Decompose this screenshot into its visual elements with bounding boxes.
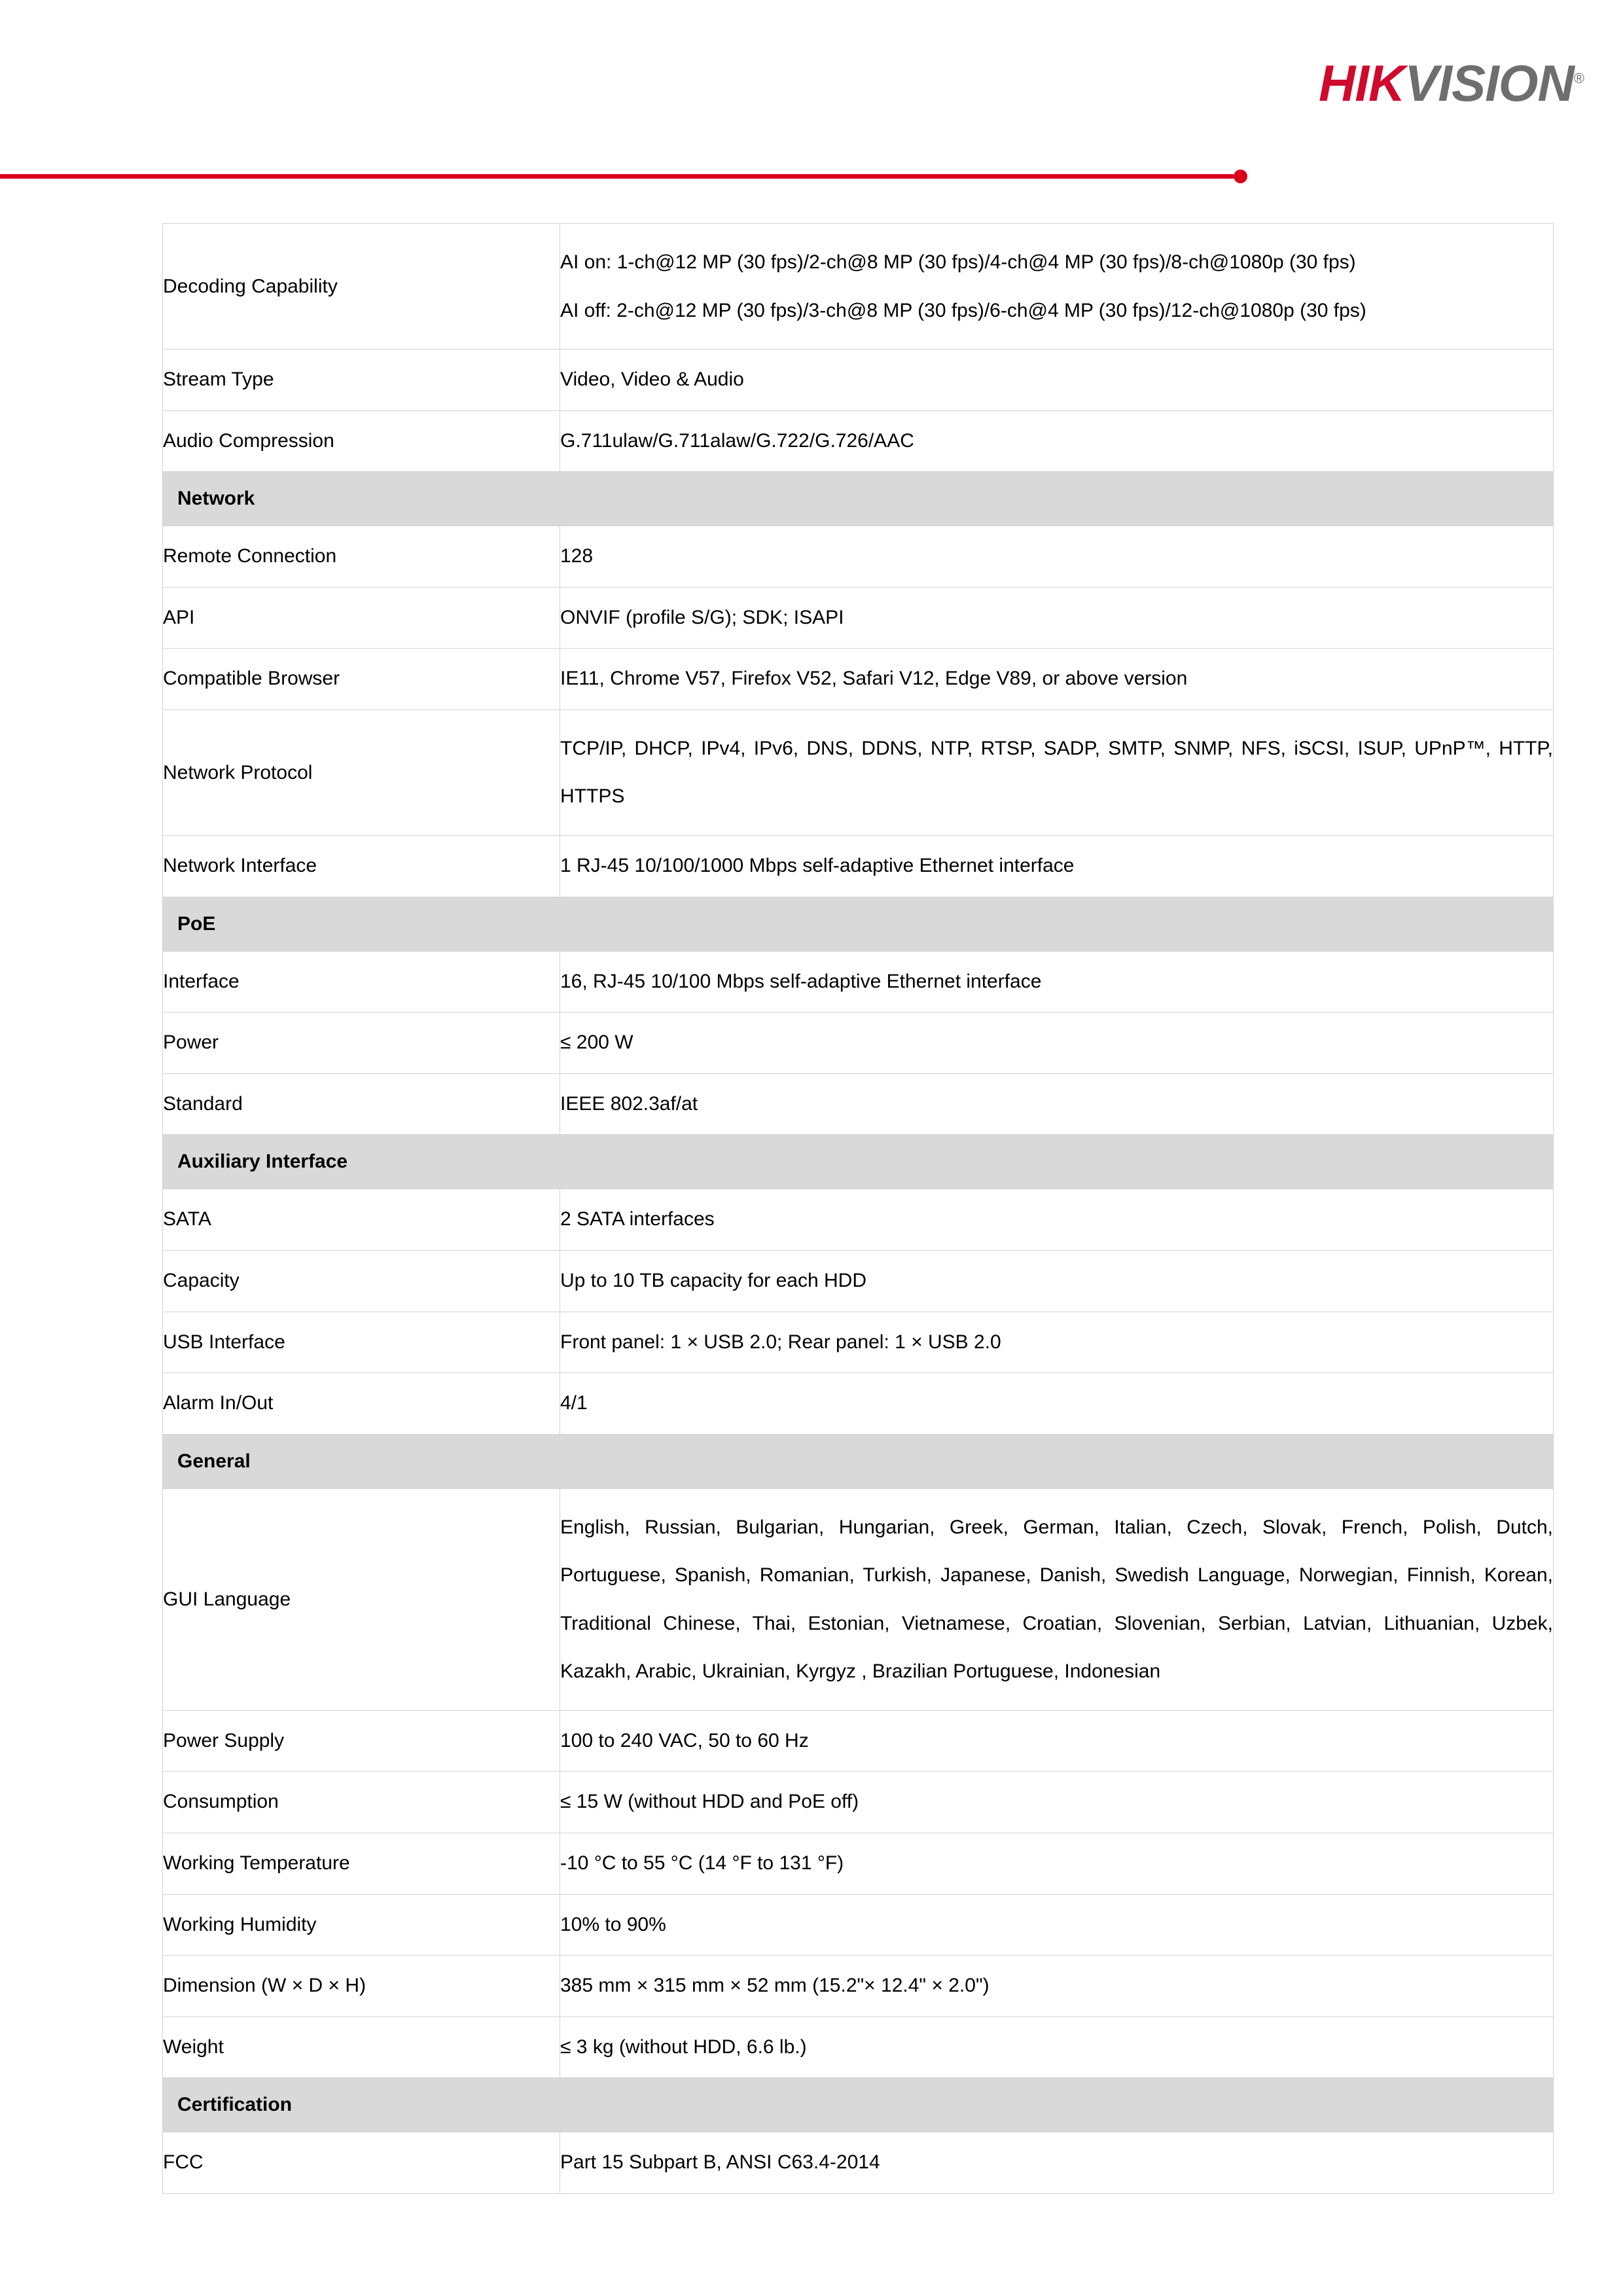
registered-trademark-icon: ® <box>1573 70 1584 86</box>
spec-value-cell: 16, RJ-45 10/100 Mbps self-adaptive Ethernet interface <box>560 951 1554 1013</box>
hikvision-logo <box>1319 54 1584 112</box>
spec-value-cell: 4/1 <box>560 1373 1554 1435</box>
table-row <box>163 1312 1554 1373</box>
header-divider-line <box>0 174 1234 179</box>
section-header-label: Certification <box>163 2078 1554 2132</box>
spec-value-cell: 2 SATA interfaces <box>560 1189 1554 1251</box>
spec-label-cell: Consumption <box>163 1772 560 1833</box>
table-section-header-row <box>163 1434 1554 1488</box>
spec-value-cell: 128 <box>560 526 1554 588</box>
spec-label-cell: Remote Connection <box>163 526 560 588</box>
spec-value-cell: 385 mm × 315 mm × 52 mm (15.2"× 12.4" × 2.0") <box>560 1956 1554 2017</box>
table-row <box>163 1488 1554 1710</box>
table-row <box>163 1894 1554 1956</box>
spec-value-cell: English, Russian, Bulgarian, Hungarian, Greek, German, Italian, Czech, Slovak, French, Polish, Dutch, Portuguese, Spanish, Romanian, Turkish, Japanese, Danish, Swedish Language, Norwegian, Finnish, Korean, Traditional Chinese, Thai, Estonian, Vietnamese, Croatian, Slovenian, Serbian, Latvian, Lithuanian, Uzbek, Kazakh, Arabic, Ukrainian, Kyrgyz , Brazilian Portuguese, Indonesian <box>560 1488 1554 1710</box>
spec-value-cell: ≤ 15 W (without HDD and PoE off) <box>560 1772 1554 1833</box>
table-row <box>163 350 1554 411</box>
section-header-label: PoE <box>163 897 1554 951</box>
header-divider-dot <box>1234 170 1247 183</box>
table-row <box>163 1250 1554 1312</box>
spec-label-cell: Power <box>163 1013 560 1074</box>
table-section-header-row <box>163 472 1554 526</box>
table-row <box>163 1013 1554 1074</box>
table-row <box>163 2017 1554 2078</box>
spec-value-cell: ≤ 200 W <box>560 1013 1554 1074</box>
spec-label-cell: Working Temperature <box>163 1833 560 1894</box>
spec-label-cell: Standard <box>163 1073 560 1135</box>
spec-label-cell: Interface <box>163 951 560 1013</box>
spec-value-cell: G.711ulaw/G.711alaw/G.722/G.726/AAC <box>560 410 1554 472</box>
table-row <box>163 1373 1554 1435</box>
table-row <box>163 224 1554 350</box>
spec-value-cell: IE11, Chrome V57, Firefox V52, Safari V12, Edge V89, or above version <box>560 649 1554 710</box>
specification-table-body <box>163 224 1554 2194</box>
spec-value-line: AI on: 1-ch@12 MP (30 fps)/2-ch@8 MP (30 fps)/4-ch@4 MP (30 fps)/8-ch@1080p (30 fps) <box>560 251 1356 273</box>
spec-value-cell: Video, Video & Audio <box>560 350 1554 411</box>
spec-value-cell: Up to 10 TB capacity for each HDD <box>560 1250 1554 1312</box>
spec-value-cell: Part 15 Subpart B, ANSI C63.4-2014 <box>560 2132 1554 2194</box>
spec-label-cell: Decoding Capability <box>163 224 560 350</box>
spec-label-cell: Weight <box>163 2017 560 2078</box>
spec-label-cell: Alarm In/Out <box>163 1373 560 1435</box>
spec-value-cell: -10 °C to 55 °C (14 °F to 131 °F) <box>560 1833 1554 1894</box>
table-row <box>163 526 1554 588</box>
table-section-header-row <box>163 2078 1554 2132</box>
table-row <box>163 1073 1554 1135</box>
table-row <box>163 649 1554 710</box>
table-row <box>163 709 1554 835</box>
table-row <box>163 2132 1554 2194</box>
spec-label-cell: GUI Language <box>163 1488 560 1710</box>
table-section-header-row <box>163 1135 1554 1189</box>
spec-label-cell: Audio Compression <box>163 410 560 472</box>
spec-label-cell: Capacity <box>163 1250 560 1312</box>
specification-table <box>162 223 1554 2194</box>
spec-value-cell: IEEE 802.3af/at <box>560 1073 1554 1135</box>
table-row <box>163 587 1554 649</box>
spec-value-cell: 10% to 90% <box>560 1894 1554 1956</box>
spec-label-cell: Dimension (W × D × H) <box>163 1956 560 2017</box>
table-row <box>163 835 1554 897</box>
spec-value-cell: ONVIF (profile S/G); SDK; ISAPI <box>560 587 1554 649</box>
table-row <box>163 410 1554 472</box>
spec-value-cell <box>560 224 1554 350</box>
section-header-label: General <box>163 1434 1554 1488</box>
spec-label-cell: SATA <box>163 1189 560 1251</box>
table-row <box>163 1772 1554 1833</box>
spec-label-cell: USB Interface <box>163 1312 560 1373</box>
logo-hik-text: HIK <box>1319 54 1405 112</box>
section-header-label: Auxiliary Interface <box>163 1135 1554 1189</box>
spec-label-cell: Power Supply <box>163 1710 560 1772</box>
spec-label-cell: Network Interface <box>163 835 560 897</box>
spec-label-cell: API <box>163 587 560 649</box>
spec-value-cell: 100 to 240 VAC, 50 to 60 Hz <box>560 1710 1554 1772</box>
table-row <box>163 1710 1554 1772</box>
spec-label-cell: Compatible Browser <box>163 649 560 710</box>
table-row <box>163 1956 1554 2017</box>
spec-value-cell: 1 RJ-45 10/100/1000 Mbps self-adaptive Ethernet interface <box>560 835 1554 897</box>
logo-vision-text: VISION <box>1404 54 1574 112</box>
section-header-label: Network <box>163 472 1554 526</box>
spec-value-cell: ≤ 3 kg (without HDD, 6.6 lb.) <box>560 2017 1554 2078</box>
spec-label-cell: FCC <box>163 2132 560 2194</box>
table-row <box>163 1833 1554 1894</box>
spec-value-cell: Front panel: 1 × USB 2.0; Rear panel: 1 × USB 2.0 <box>560 1312 1554 1373</box>
spec-label-cell: Network Protocol <box>163 709 560 835</box>
table-row <box>163 951 1554 1013</box>
spec-label-cell: Stream Type <box>163 350 560 411</box>
spec-value-cell: TCP/IP, DHCP, IPv4, IPv6, DNS, DDNS, NTP, RTSP, SADP, SMTP, SNMP, NFS, iSCSI, ISUP, UPnP™, HTTP, HTTPS <box>560 709 1554 835</box>
spec-value-line: AI off: 2-ch@12 MP (30 fps)/3-ch@8 MP (30 fps)/6-ch@4 MP (30 fps)/12-ch@1080p (30 fps) <box>560 299 1366 321</box>
spec-label-cell: Working Humidity <box>163 1894 560 1956</box>
page-header <box>0 0 1623 190</box>
table-row <box>163 1189 1554 1251</box>
table-section-header-row <box>163 897 1554 951</box>
